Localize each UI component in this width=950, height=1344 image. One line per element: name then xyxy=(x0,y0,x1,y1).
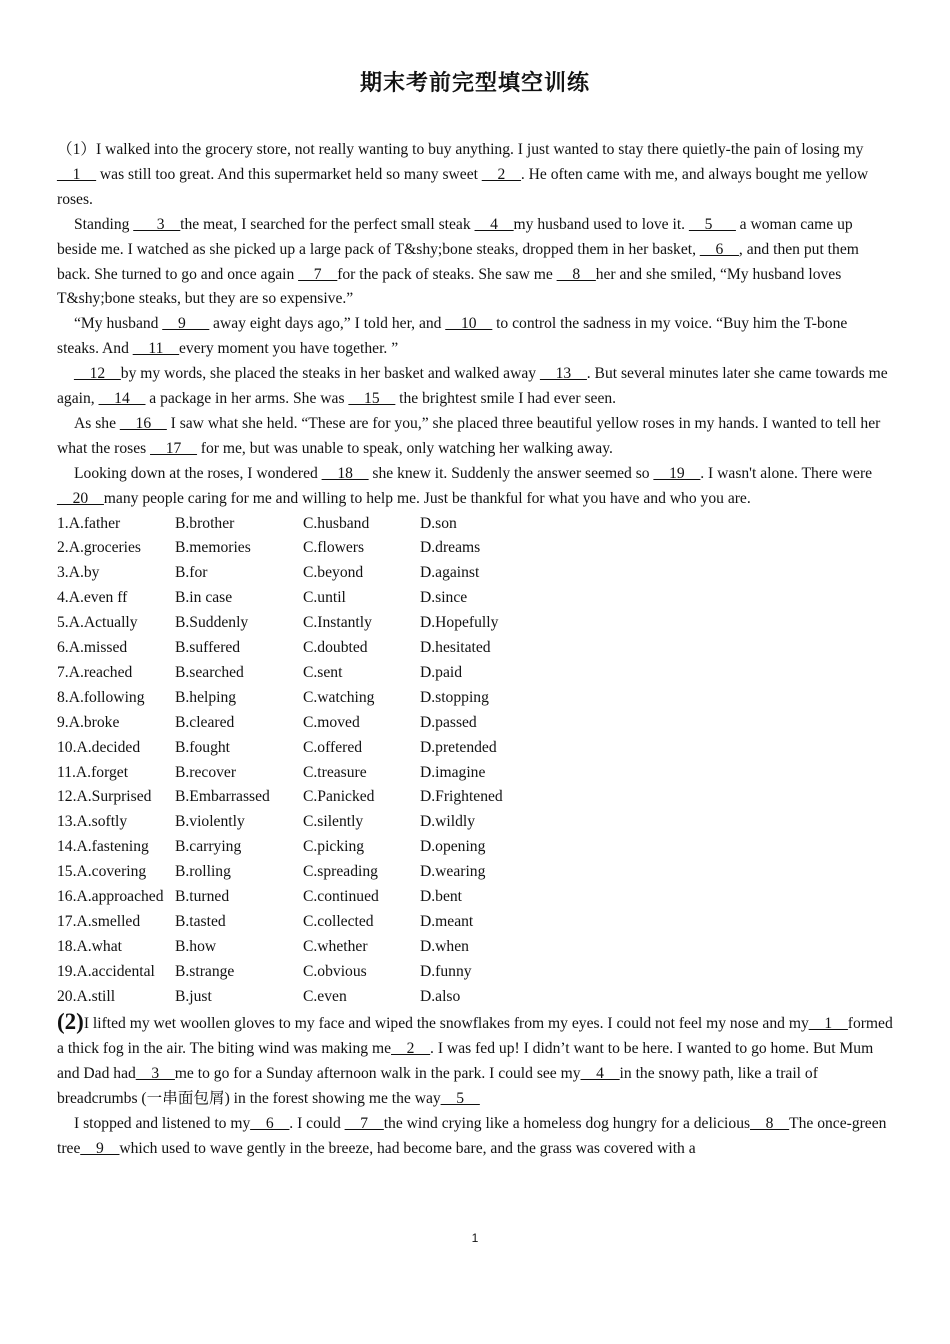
option-a: 5.A.Actually xyxy=(57,614,138,632)
option-b: B.recover xyxy=(175,763,237,781)
option-b: B.how xyxy=(175,937,217,955)
option-row xyxy=(57,960,893,985)
option-a: 17.A.smelled xyxy=(57,912,141,930)
option-c: C.obvious xyxy=(303,962,367,980)
option-c: C.spreading xyxy=(303,863,378,881)
options-list xyxy=(57,512,893,1010)
option-a: 8.A.following xyxy=(57,688,145,706)
section1-paragraph-2: Standing ___3__the meat, I searched for the perfect small steak __4__my husband used to love it. __5___ a woman came up beside me. I watched as she picked up a large pack of T&shy;bone steaks, dropped them in her basket, __6__, and then put them back. She turned to go and once again __7__for the pack of steaks. She saw me __8__her and she smiled, “My husband loves T&shy;bone steaks, but they are so expensive.” xyxy=(57,215,859,308)
option-row xyxy=(57,686,893,711)
blank: __20__ xyxy=(57,489,104,507)
option-a: 20.A.still xyxy=(57,987,116,1005)
option-c: C.beyond xyxy=(303,564,364,582)
option-c: C.whether xyxy=(303,937,368,955)
option-c: C.even xyxy=(303,987,347,1005)
option-d: D.imagine xyxy=(420,763,486,781)
option-c: C.offered xyxy=(303,738,363,756)
blank: __2__ xyxy=(391,1040,431,1058)
option-d: D.son xyxy=(420,514,457,532)
option-d: D.Hopefully xyxy=(420,614,499,632)
option-a: 6.A.missed xyxy=(57,639,128,657)
option-d: D.bent xyxy=(420,887,463,905)
option-b: B.just xyxy=(175,987,212,1005)
blank: ___3__ xyxy=(133,215,181,233)
option-a: 16.A.approached xyxy=(57,887,164,905)
option-d: D.also xyxy=(420,987,461,1005)
option-row xyxy=(57,761,893,786)
blank: __8__ xyxy=(556,265,596,283)
option-a: 19.A.accidental xyxy=(57,962,155,980)
option-d: D.wildly xyxy=(420,813,476,831)
option-d: D.since xyxy=(420,589,468,607)
option-c: C.sent xyxy=(303,663,343,681)
section1-paragraph-5: As she __16__ I saw what she held. “These are for you,” she placed three beautiful yellow roses in my hands. I wanted to tell her what the roses __17__ for me, but was unable to speak, only watching her walking away. xyxy=(57,414,881,457)
option-d: D.paid xyxy=(420,663,463,681)
blank: __15__ xyxy=(348,390,396,408)
option-row xyxy=(57,736,893,761)
blank: __3__ xyxy=(135,1065,175,1083)
blank: __8__ xyxy=(750,1115,790,1133)
option-d: D.wearing xyxy=(420,863,486,881)
option-b: B.for xyxy=(175,564,208,582)
blank: __9__ xyxy=(80,1140,120,1158)
blank: __14__ xyxy=(98,390,146,408)
section2-paragraph-2: I stopped and listened to my__6__. I could __7__the wind crying like a homeless dog hungry for a delicious__8__The once-green tree__9__which used to wave gently in the breeze, had become bare, and the grass was covered with a xyxy=(57,1115,887,1158)
option-a: 3.A.by xyxy=(57,564,100,582)
option-b: B.in case xyxy=(175,589,233,607)
option-c: C.husband xyxy=(303,514,370,532)
option-c: C.picking xyxy=(303,838,365,856)
option-d: D.when xyxy=(420,937,469,955)
option-row xyxy=(57,860,893,885)
option-d: D.passed xyxy=(420,713,477,731)
option-row xyxy=(57,561,893,586)
option-d: D.opening xyxy=(420,838,486,856)
option-b: B.rolling xyxy=(175,863,231,881)
blank: __4__ xyxy=(580,1065,620,1083)
section1-paragraph-4: __12__by my words, she placed the steaks in her basket and walked away __13__. But several minutes later she came towards me again, __14__ a package in her arms. She was __15__ the brightest smile I had ever seen. xyxy=(57,365,888,408)
option-row xyxy=(57,835,893,860)
option-a: 14.A.fastening xyxy=(57,838,149,856)
option-a: 7.A.reached xyxy=(57,663,133,681)
option-a: 10.A.decided xyxy=(57,738,141,756)
section1-paragraph-3: “My husband __9___ away eight days ago,” I told her, and __10__ to control the sadness in my voice. “Buy him the T-bone steaks. And __11__every moment you have together. ” xyxy=(57,315,848,358)
option-row xyxy=(57,512,893,537)
blank: __1__ xyxy=(57,165,96,183)
option-b: B.helping xyxy=(175,688,237,706)
option-row xyxy=(57,586,893,611)
option-row xyxy=(57,935,893,960)
option-d: D.stopping xyxy=(420,688,489,706)
option-a: 2.A.groceries xyxy=(57,539,141,557)
option-c: C.silently xyxy=(303,813,364,831)
blank: __2__ xyxy=(481,165,521,183)
option-b: B.Embarrassed xyxy=(175,788,270,806)
option-d: D.funny xyxy=(420,962,472,980)
option-b: B.suffered xyxy=(175,639,241,657)
option-a: 12.A.Surprised xyxy=(57,788,152,806)
section1-label: （1） xyxy=(57,141,96,158)
option-row xyxy=(57,636,893,661)
option-c: C.Instantly xyxy=(303,614,372,632)
option-a: 4.A.even ff xyxy=(57,589,128,607)
option-b: B.carrying xyxy=(175,838,242,856)
blank: __7__ xyxy=(344,1115,384,1133)
option-d: D.dreams xyxy=(420,539,481,557)
option-row xyxy=(57,536,893,561)
blank: __6__ xyxy=(250,1115,290,1133)
option-a: 13.A.softly xyxy=(57,813,128,831)
option-row xyxy=(57,985,893,1010)
option-d: D.pretended xyxy=(420,738,497,756)
option-b: B.turned xyxy=(175,887,230,905)
option-c: C.flowers xyxy=(303,539,365,557)
blank: __12__ xyxy=(74,365,121,383)
option-row xyxy=(57,885,893,910)
option-c: C.treasure xyxy=(303,763,367,781)
blank: __9___ xyxy=(162,315,210,333)
option-d: D.hesitated xyxy=(420,639,491,657)
page-title: 期末考前完型填空训练 xyxy=(359,71,590,96)
blank: __5___ xyxy=(688,215,736,233)
option-b: B.brother xyxy=(175,514,235,532)
section2-paragraph-1: (2)I lifted my wet woollen gloves to my face and wiped the snowflakes from my eyes. I could not feel my nose and my__1__formed a thick fog in the air. The biting wind was making me__2__. I was fed up! I didn’t want to be here. I wanted to go home. But Mum and Dad had__3__me to go for a Sunday afternoon walk in the park. I could see my__4__in the snowy path, like a trail of breadcrumbs (一串面包屑) in the forest showing me the way__5__ xyxy=(57,1009,893,1108)
section1-paragraph-6: Looking down at the roses, I wondered __18__ she knew it. Suddenly the answer seemed so __19__. I wasn't alone. There were __20__many people caring for me and willing to help me. Just be thankful for what you have and who you are. xyxy=(57,464,873,507)
blank: __19__ xyxy=(653,464,701,482)
option-row xyxy=(57,810,893,835)
blank: __16__ xyxy=(119,414,167,432)
blank: __10__ xyxy=(445,315,493,333)
option-row xyxy=(57,785,893,810)
blank: __13__ xyxy=(539,365,587,383)
section1-paragraph-1: （1）I walked into the grocery store, not really wanting to buy anything. I just wanted to stay there quietly-the pain of losing my __1__ was still too great. And this supermarket held so many sweet __2__. He often came with me, and always bought me yellow roses. xyxy=(57,141,869,208)
page-number: 1 xyxy=(471,1231,479,1245)
option-a: 11.A.forget xyxy=(57,763,129,781)
option-d: D.against xyxy=(420,564,480,582)
option-d: D.Frightened xyxy=(420,788,503,806)
section2-label: (2) xyxy=(57,1009,84,1035)
blank: __17__ xyxy=(150,439,197,457)
option-row xyxy=(57,711,893,736)
option-a: 1.A.father xyxy=(57,514,121,532)
option-c: C.doubted xyxy=(303,639,368,657)
option-a: 15.A.covering xyxy=(57,863,147,881)
option-b: B.tasted xyxy=(175,912,226,930)
document-body xyxy=(57,138,893,1161)
option-b: B.cleared xyxy=(175,713,235,731)
option-b: B.fought xyxy=(175,738,231,756)
option-b: B.strange xyxy=(175,962,235,980)
blank: __7__ xyxy=(298,265,338,283)
option-b: B.memories xyxy=(175,539,251,557)
option-row xyxy=(57,910,893,935)
option-c: C.collected xyxy=(303,912,374,930)
option-c: C.Panicked xyxy=(303,788,375,806)
blank: __4__ xyxy=(474,215,514,233)
option-d: D.meant xyxy=(420,912,474,930)
option-b: B.Suddenly xyxy=(175,614,249,632)
blank: __6__ xyxy=(699,240,739,258)
option-row xyxy=(57,611,893,636)
blank: __1__ xyxy=(808,1015,848,1033)
option-c: C.until xyxy=(303,589,346,607)
option-c: C.continued xyxy=(303,887,379,905)
option-c: C.moved xyxy=(303,713,360,731)
option-row xyxy=(57,661,893,686)
blank: __11__ xyxy=(132,340,180,358)
option-a: 9.A.broke xyxy=(57,713,120,731)
option-a: 18.A.what xyxy=(57,937,122,955)
option-c: C.watching xyxy=(303,688,375,706)
option-b: B.searched xyxy=(175,663,244,681)
blank: __5__ xyxy=(440,1090,480,1108)
blank: __18__ xyxy=(321,464,369,482)
option-b: B.violently xyxy=(175,813,245,831)
